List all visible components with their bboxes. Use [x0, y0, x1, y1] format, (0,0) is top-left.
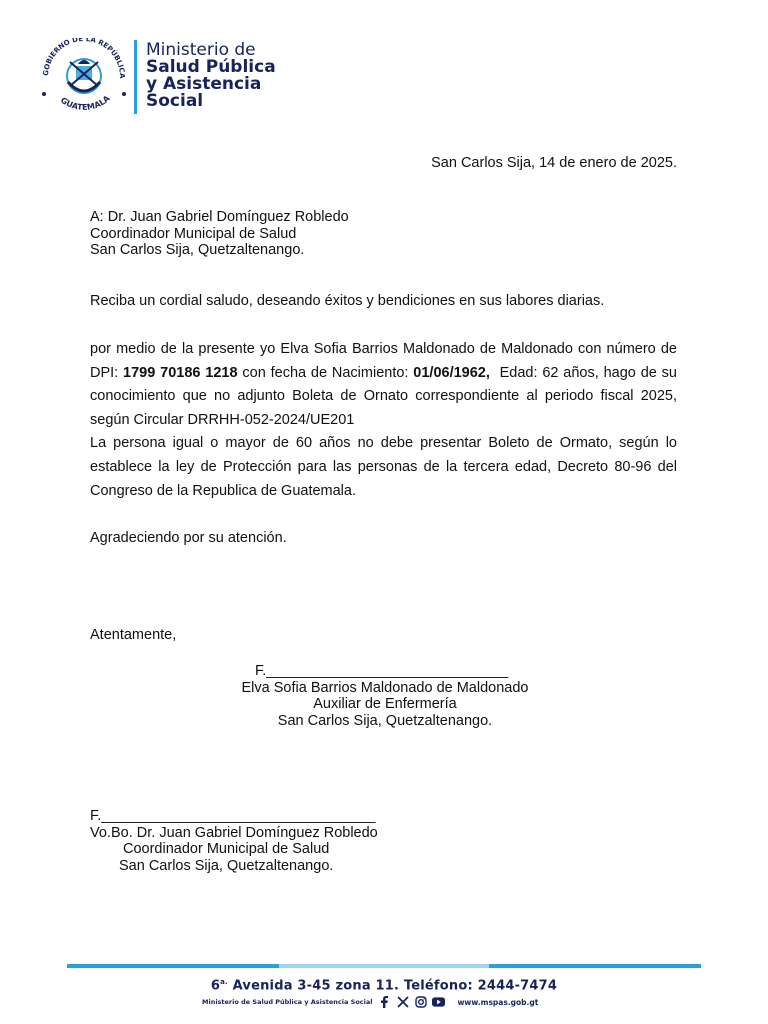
website-link[interactable]: www.mspas.gob.gt: [457, 997, 539, 1007]
signer-role: Auxiliar de Enfermería: [313, 696, 457, 713]
birth-date: 01/06/1962,: [413, 364, 490, 381]
svg-text:GUATEMALA: GUATEMALA: [58, 93, 112, 112]
footer-divider-segment: [489, 964, 701, 968]
brand-line: y Asistencia: [146, 74, 262, 94]
social-icons: [378, 996, 445, 1009]
brand-line: Ministerio de: [146, 40, 256, 60]
letter-body: [90, 338, 682, 503]
address-number: 6: [210, 978, 221, 994]
signature-block-coordinator: [90, 808, 378, 874]
body-text: por medio de la presente yo Elva Sofia Barrios Maldonado de Maldonado con número de DPI:: [90, 341, 677, 381]
addressee-line: Coordinador Municipal de Salud: [90, 225, 297, 242]
letter-date: San Carlos Sija, 14 de enero de 2025.: [431, 155, 677, 171]
dpi-number: 1799 70186 1218: [123, 364, 238, 381]
facebook-icon[interactable]: [378, 996, 391, 1009]
footer-divider: [67, 964, 701, 968]
footer-contact-row: [202, 995, 572, 1009]
thanks-line: Agradeciendo por su atención.: [90, 530, 287, 546]
instagram-icon[interactable]: [414, 996, 427, 1009]
svg-text:GOBIERNO DE LA REPÚBLICA: GOBIERNO DE LA REPÚBLICA: [41, 38, 127, 79]
addressee-line: San Carlos Sija, Quetzaltenango.: [90, 242, 305, 259]
government-seal-logo: [38, 38, 130, 119]
brand-line: Salud Pública: [146, 57, 276, 77]
brand-divider: [134, 40, 137, 114]
address-text: Avenida 3-45 zona 11. Teléfono: 2444-7474: [227, 978, 558, 994]
signature-line: F.__________________________________: [90, 808, 376, 824]
footer-divider-segment: [279, 964, 489, 968]
ministry-brand: [146, 42, 276, 110]
signer-name: Vo.Bo. Dr. Juan Gabriel Domínguez Robledo: [90, 824, 378, 841]
x-icon[interactable]: [396, 996, 409, 1009]
address-superscript: a.: [220, 978, 228, 986]
body-text: Edad: 62 años, hago de su conocimiento que no adjunto Boleta de Ornato correspondiente al periodo fiscal 2025, según Circular DRRHH-052-2024/UE201: [90, 364, 682, 428]
youtube-icon[interactable]: [432, 996, 445, 1009]
closing-line: Atentamente,: [90, 627, 177, 643]
body-text: con fecha de Nacimiento:: [237, 364, 414, 381]
signer-name: Elva Sofia Barrios Maldonado de Maldonado: [241, 679, 529, 696]
footer-address: [0, 978, 768, 993]
signature-block-applicant: [200, 663, 570, 729]
signature-line: F.______________________________: [255, 663, 509, 679]
footer-divider-segment: [67, 964, 279, 968]
addressee-line: A: Dr. Juan Gabriel Domínguez Robledo: [90, 209, 349, 225]
signer-place: San Carlos Sija, Quetzaltenango.: [119, 857, 334, 874]
greeting: Reciba un cordial saludo, deseando éxitos y bendiciones en sus labores diarias.: [90, 293, 605, 309]
footer-ministry-name: Ministerio de Salud Pública y Asistencia Social: [202, 998, 373, 1006]
signer-place: San Carlos Sija, Quetzaltenango.: [277, 712, 493, 729]
signer-role: Coordinador Municipal de Salud: [123, 841, 330, 858]
addressee-block: [90, 209, 349, 259]
brand-line: Social: [146, 91, 204, 111]
body-paragraph-2: La persona igual o mayor de 60 años no debe presentar Boleto de Ormato, según lo establece la ley de Protección para las personas de la tercera edad, Decreto 80-96 del Congreso de la Republica de Guatemala.: [90, 435, 677, 499]
